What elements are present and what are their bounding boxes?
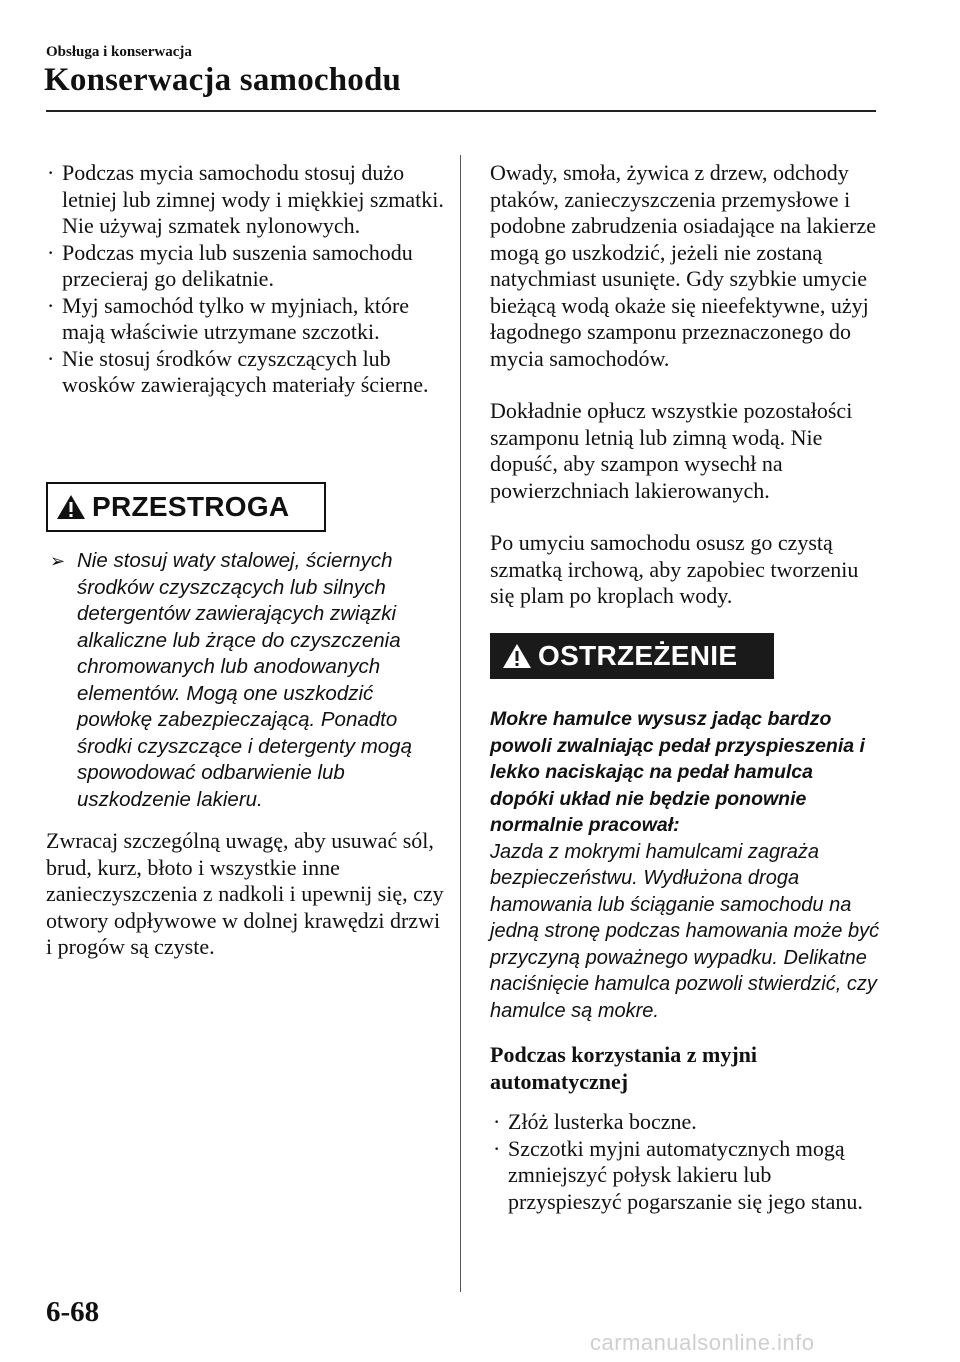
warning-bold-text: Mokre hamulce wysusz jadąc bardzo powoli zwalniając pedał przyspieszenia i lekko naciskając na pedał hamulca dopóki układ nie będzie ponownie normalnie pracował:	[490, 708, 865, 836]
right-paragraph-1: Owady, smoła, żywica z drzew, odchody ptaków, zanieczyszczenia przemysłowe i podobne zabrudzenia osiadające na lakierze mogą go uszkodzić, jeżeli nie zostaną natychmiast usunięte. Gdy szybkie umycie bieżącą wodą okaże się nieefektywne, użyj łagodnego szamponu przeznaczonego do mycia samochodów.	[490, 160, 877, 371]
warning-text: Jazda z mokrymi hamulcami zagraża bezpieczeństwu. Wydłużona droga hamowania lub ściąganie samochodu na jedną stronę podczas hamowania może być przyczyną poważnego wypadku. Delikatne naciśnięcie hamulca pozwoli stwierdzić, czy hamulce są mokre.	[490, 840, 880, 1022]
section-subheading: Podczas korzystania z myjni automatycznej	[490, 1042, 758, 1094]
section-label: Obsługa i konserwacja	[46, 44, 192, 60]
bullet-dot-icon: ·	[493, 1135, 501, 1161]
list-item: · Złóż lusterka boczne.	[493, 1109, 697, 1134]
warning-triangle-icon	[56, 494, 86, 520]
bullet-dot-icon: ·	[47, 345, 55, 371]
list-item: · Nie stosuj środków czyszczących lub wosków zawierających materiały ścierne.	[47, 345, 429, 397]
caution-text: ➢ Nie stosuj waty stalowej, ściernych środków czyszczących lub silnych detergentów zawierających związki alkaliczne lub żrące do czyszczenia chromowanych lub anodowanych elementów. Mogą one uszkodzić powłokę zabezpieczającą. Ponadto środki czyszczące i detergenty mogą spowodować odbarwienie lub uszkodzenie lakieru.	[50, 549, 412, 811]
left-column	[46, 160, 446, 399]
caution-label: PRZESTROGA	[92, 491, 290, 522]
warning-triangle-icon	[502, 643, 532, 669]
warning-content	[490, 706, 880, 1024]
right-column	[490, 160, 880, 610]
right-paragraph-2: Dokładnie opłucz wszystkie pozostałości szamponu letnią lub zimną wodą. Nie dopuść, aby szampon wysechł na powierzchniach lakierowanych.	[490, 398, 853, 503]
automatic-wash-section	[490, 1042, 880, 1215]
right-paragraph-3: Po umyciu samochodu osusz go czystą szmatką irchową, aby zapobiec tworzeniu się plam po kroplach wody.	[490, 530, 859, 608]
left-bullet-list	[46, 160, 446, 399]
bullet-dot-icon: ·	[47, 239, 55, 265]
caution-badge	[46, 482, 326, 532]
bullet-dot-icon: ·	[47, 160, 55, 185]
warning-badge	[490, 633, 774, 679]
warning-label: OSTRZEŻENIE	[538, 640, 738, 671]
arrow-right-icon: ➢	[50, 551, 66, 571]
list-item: · Szczotki myjni automatycznych mogą zmniejszyć połysk lakieru lub przyspieszyć pogarszanie się jego stanu.	[493, 1135, 863, 1214]
list-item: · Myj samochód tylko w myjniach, które mają właściwie utrzymane szczotki.	[47, 292, 410, 344]
column-divider	[460, 155, 461, 1292]
bullet-dot-icon: ·	[47, 292, 55, 318]
page-title: Konserwacja samochodu	[44, 62, 402, 98]
bullet-dot-icon: ·	[493, 1109, 501, 1134]
list-item: · Podczas mycia lub suszenia samochodu przecieraj go delikatnie.	[47, 239, 413, 291]
header-rule	[46, 110, 876, 112]
right-bullet-list	[492, 1109, 880, 1215]
watermark: carmanualsonline.info	[590, 1330, 815, 1355]
page-number: 6-68	[46, 1296, 100, 1328]
list-item: · Podczas mycia samochodu stosuj dużo letniej lub zimnej wody i miękkiej szmatki. Nie używaj szmatek nylonowych.	[47, 160, 444, 238]
left-paragraph: Zwracaj szczególną uwagę, aby usuwać sól, brud, kurz, błoto i wszystkie inne zanieczyszczenia z nadkoli i upewnij się, czy otwory odpływowe w dolnej krawędzi drzwi i progów są czyste.	[46, 828, 444, 959]
